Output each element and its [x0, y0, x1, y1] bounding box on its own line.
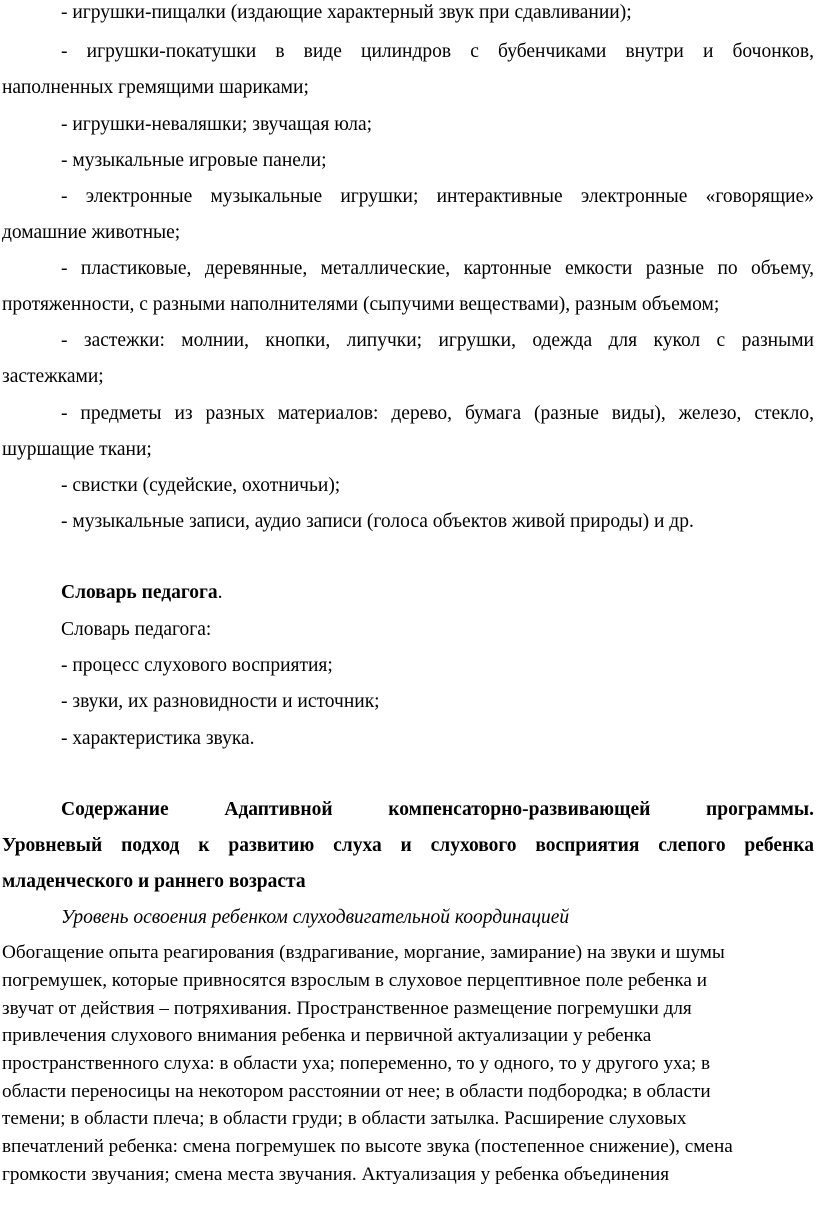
vocab-item: - звуки, их разновидности и источник; [61, 691, 380, 712]
paragraph-line: погремушек, которые привносятся взрослым в слуховое перцептивное поле ребенка и [2, 970, 707, 991]
vocab-intro: Словарь педагога: [61, 619, 212, 640]
paragraph-line: пространственного слуха: в области уха; попеременно, то у одного, то у другого уха; в [2, 1053, 711, 1074]
paragraph-line: звучат от действия – потряхивания. Пространственное размещение погремушки для [2, 998, 692, 1019]
paragraph-line: области переносицы на некотором расстоянии от нее; в области подбородка; в области [2, 1081, 711, 1102]
list-item-continuation: шуршащие ткани; [2, 439, 152, 460]
section-title-line: младенческого и раннего возраста [2, 871, 306, 892]
list-item: - пластиковые, деревянные, металлические, картонные емкости разные по объему, [61, 258, 814, 279]
section-subtitle: Уровень освоения ребенком слуходвигательной координацией [61, 907, 570, 928]
list-item: - игрушки-неваляшки; звучащая юла; [61, 114, 373, 135]
paragraph-line: Обогащение опыта реагирования (вздрагивание, моргание, замирание) на звуки и шумы [2, 942, 725, 963]
list-item: - музыкальные игровые панели; [61, 150, 327, 171]
list-item-continuation: протяженности, с разными наполнителями (сыпучими веществами), разным объемом; [2, 294, 720, 315]
list-item: - игрушки-пищалки (издающие характерный звук при сдавливании); [61, 2, 632, 23]
list-item-continuation: наполненных гремящими шариками; [2, 77, 309, 98]
vocab-heading-dot: . [217, 582, 223, 603]
vocab-heading-text: Словарь педагога [61, 582, 218, 603]
section-title-line: Уровневый подход к развитию слуха и слухового восприятия слепого ребенка [2, 835, 814, 856]
list-item-continuation: застежками; [2, 366, 104, 387]
list-item-continuation: домашние животные; [2, 222, 181, 243]
list-item: - игрушки-покатушки в виде цилиндров с бубенчиками внутри и бочонков, [61, 41, 814, 62]
paragraph-line: впечатлений ребенка: смена погремушек по высоте звука (постепенное снижение), смена [2, 1136, 733, 1157]
paragraph-line: привлечения слухового внимания ребенка и первичной актуализации у ребенка [2, 1025, 652, 1046]
vocab-item: - характеристика звука. [61, 728, 255, 749]
section-title-line: Содержание Адаптивной компенсаторно-развивающей программы. [61, 799, 814, 820]
list-item: - электронные музыкальные игрушки; интерактивные электронные «говорящие» [61, 186, 814, 207]
list-item: - предметы из разных материалов: дерево, бумага (разные виды), железо, стекло, [61, 403, 814, 424]
list-item: - музыкальные записи, аудио записи (голоса объектов живой природы) и др. [61, 511, 694, 532]
list-item: - застежки: молнии, кнопки, липучки; игрушки, одежда для кукол с разными [61, 330, 814, 351]
paragraph-line: громкости звучания; смена места звучания. Актуализация у ребенка объединения [2, 1164, 670, 1185]
list-item: - свистки (судейские, охотничьи); [61, 475, 341, 496]
vocab-heading [61, 583, 814, 603]
paragraph-line: темени; в области плеча; в области груди; в области затылка. Расширение слуховых [2, 1108, 687, 1129]
vocab-item: - процесс слухового восприятия; [61, 655, 333, 676]
